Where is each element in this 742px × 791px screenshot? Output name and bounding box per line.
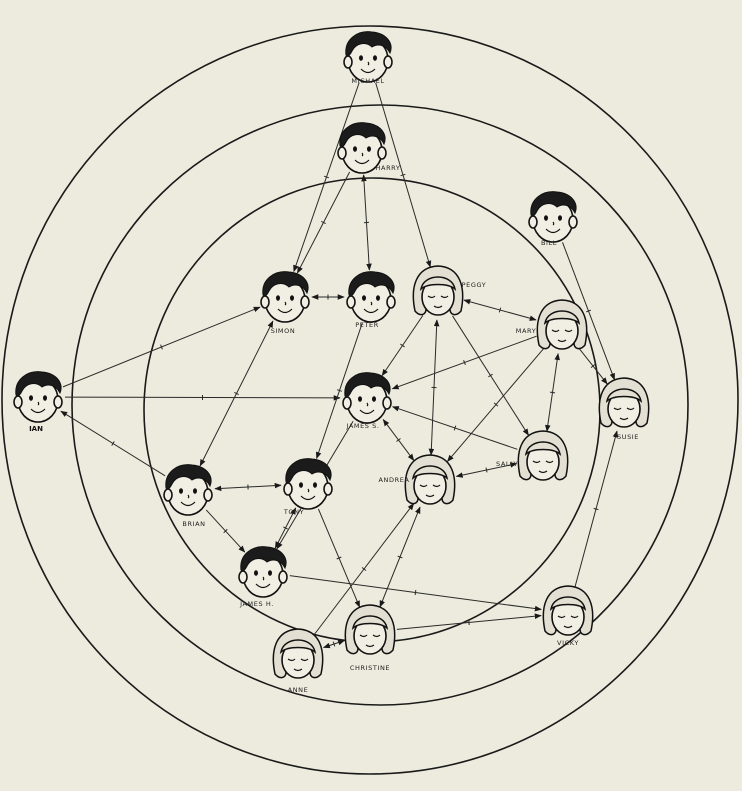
node-ian <box>14 372 62 433</box>
right-eye <box>558 215 562 221</box>
right-eye <box>313 482 317 488</box>
left-ear <box>338 147 346 159</box>
node-label: JAMES S. <box>345 422 379 430</box>
edge-tick <box>499 308 500 313</box>
node-james-h <box>239 547 287 608</box>
node-michael <box>344 32 392 85</box>
right-eye <box>268 570 272 576</box>
node-label: IAN <box>29 425 43 433</box>
left-eye <box>299 482 303 488</box>
edge-tick <box>401 174 406 175</box>
left-eye <box>29 395 33 401</box>
right-ear <box>301 296 309 308</box>
node-label: PEGGY <box>462 281 487 289</box>
edge-layer <box>61 83 617 648</box>
node-label: CHRISTINE <box>350 664 390 672</box>
left-eye <box>276 295 280 301</box>
node-christine <box>345 605 394 672</box>
right-ear <box>324 483 332 495</box>
right-eye <box>367 146 371 152</box>
node-harry <box>338 123 400 173</box>
left-eye <box>254 570 258 576</box>
right-ear <box>279 571 287 583</box>
node-anne <box>273 629 322 694</box>
left-eye <box>362 295 366 301</box>
node-label: BRIAN <box>182 520 205 528</box>
node-label: ANNE <box>288 686 309 694</box>
node-susie <box>599 378 648 441</box>
left-ear <box>284 483 292 495</box>
node-bill <box>529 192 577 247</box>
left-ear <box>164 489 172 501</box>
left-ear <box>239 571 247 583</box>
edge-tick <box>400 344 404 347</box>
right-eye <box>372 396 376 402</box>
node-label: VICKY <box>557 639 579 647</box>
right-eye <box>373 55 377 61</box>
edge-tick <box>594 508 599 509</box>
right-eye <box>290 295 294 301</box>
left-ear <box>529 216 537 228</box>
left-eye <box>359 55 363 61</box>
node-label: SALLY <box>496 460 518 468</box>
node-label: SUSIE <box>617 433 639 441</box>
left-ear <box>344 56 352 68</box>
right-ear <box>383 397 391 409</box>
node-vicky <box>543 586 592 647</box>
node-label: ANDREA <box>379 476 410 484</box>
node-label: MARY <box>516 327 537 335</box>
node-label: JAMES H. <box>239 600 274 608</box>
right-ear <box>378 147 386 159</box>
left-ear <box>347 296 355 308</box>
right-ear <box>387 296 395 308</box>
edge-tick <box>486 468 487 473</box>
right-ear <box>204 489 212 501</box>
left-ear <box>343 397 351 409</box>
left-eye <box>179 488 183 494</box>
right-ear <box>384 56 392 68</box>
node-simon <box>261 272 309 335</box>
left-ear <box>14 396 22 408</box>
node-label: TONY <box>283 508 304 516</box>
node-label: BILL <box>541 239 557 247</box>
node-james-s <box>343 373 391 430</box>
node-peter <box>347 272 395 329</box>
node-peggy <box>413 266 486 315</box>
node-label: HARRY <box>376 164 401 172</box>
right-eye <box>43 395 47 401</box>
right-eye <box>193 488 197 494</box>
right-ear <box>569 216 577 228</box>
node-sally <box>496 431 568 480</box>
node-tony <box>283 459 332 516</box>
edge-tick <box>415 590 416 595</box>
right-eye <box>376 295 380 301</box>
node-layer <box>14 32 649 694</box>
left-ear <box>261 296 269 308</box>
node-mary <box>516 300 587 349</box>
node-label: MICHAEL <box>351 77 384 85</box>
left-eye <box>358 396 362 402</box>
right-ear <box>54 396 62 408</box>
edge-tick <box>550 392 555 393</box>
left-eye <box>544 215 548 221</box>
node-label: SIMON <box>271 327 296 335</box>
node-andrea <box>379 455 455 504</box>
left-eye <box>353 146 357 152</box>
node-label: PETER <box>355 321 379 329</box>
